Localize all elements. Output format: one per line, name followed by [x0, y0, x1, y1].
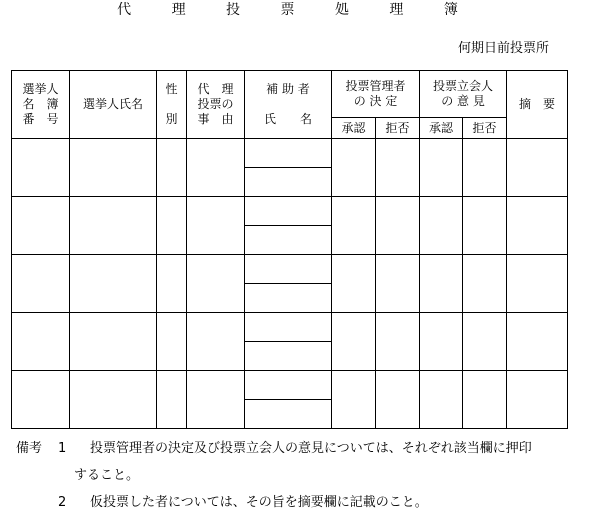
voter-name-cell[interactable] [70, 139, 157, 197]
voter-number-cell[interactable] [12, 197, 70, 255]
header-gender: 性 別 [157, 71, 187, 139]
remark-number: 1 [58, 441, 67, 456]
witness-approve-cell[interactable] [420, 313, 463, 371]
voter-name-cell[interactable] [70, 197, 157, 255]
assistant-name-bottom-cell[interactable] [245, 342, 332, 371]
witness-reject-cell[interactable] [463, 313, 507, 371]
gender-cell[interactable] [157, 313, 187, 371]
assistant-name-top-cell[interactable] [245, 313, 332, 342]
proxy-reason-cell[interactable] [187, 371, 245, 429]
header-summary: 摘 要 [507, 71, 568, 139]
header-manager-reject: 拒否 [376, 118, 420, 139]
summary-cell[interactable] [507, 371, 568, 429]
header-witness-approve: 承認 [420, 118, 463, 139]
manager-approve-cell[interactable] [332, 197, 376, 255]
voter-number-cell[interactable] [12, 139, 70, 197]
witness-reject-cell[interactable] [463, 371, 507, 429]
assistant-name-top-cell[interactable] [245, 197, 332, 226]
gender-cell[interactable] [157, 371, 187, 429]
voter-name-cell[interactable] [70, 371, 157, 429]
voter-number-cell[interactable] [12, 255, 70, 313]
manager-reject-cell[interactable] [376, 313, 420, 371]
table-row [12, 255, 568, 284]
remark-text: 仮投票した者については、その旨を摘要欄に記載のこと。 [90, 495, 428, 510]
assistant-name-bottom-cell[interactable] [245, 284, 332, 313]
summary-cell[interactable] [507, 139, 568, 197]
witness-approve-cell[interactable] [420, 255, 463, 313]
header-voter-number: 選挙人 名 簿 番 号 [12, 71, 70, 139]
assistant-name-top-cell[interactable] [245, 139, 332, 168]
header-proxy-reason: 代 理 投票の 事 由 [187, 71, 245, 139]
voter-number-cell[interactable] [12, 313, 70, 371]
summary-cell[interactable] [507, 313, 568, 371]
assistant-name-bottom-cell[interactable] [245, 168, 332, 197]
manager-approve-cell[interactable] [332, 313, 376, 371]
remark-text: 投票管理者の決定及び投票立会人の意見については、それぞれ該当欄に押印 [90, 441, 532, 456]
gender-cell[interactable] [157, 139, 187, 197]
proxy-reason-cell[interactable] [187, 197, 245, 255]
header-assistant-name: 補 助 者 氏 名 [245, 71, 332, 139]
table-row [12, 371, 568, 400]
witness-reject-cell[interactable] [463, 139, 507, 197]
page-title: 代 理 投 票 処 理 簿 [117, 2, 476, 18]
proxy-vote-table [11, 70, 568, 429]
witness-approve-cell[interactable] [420, 139, 463, 197]
remarks-section [16, 440, 586, 521]
witness-reject-cell[interactable] [463, 255, 507, 313]
header-witness-opinion: 投票立会人 の 意 見 [420, 71, 507, 118]
polling-station-label: 何期日前投票所 [457, 41, 549, 56]
assistant-name-top-cell[interactable] [245, 255, 332, 284]
header-voter-name: 選挙人氏名 [70, 71, 157, 139]
header-witness-reject: 拒否 [463, 118, 507, 139]
manager-approve-cell[interactable] [332, 255, 376, 313]
remark-continuation: すること。 [74, 468, 140, 483]
gender-cell[interactable] [157, 255, 187, 313]
manager-approve-cell[interactable] [332, 139, 376, 197]
header-manager-decision: 投票管理者 の 決 定 [332, 71, 420, 118]
assistant-name-bottom-cell[interactable] [245, 400, 332, 429]
proxy-reason-cell[interactable] [187, 255, 245, 313]
remark-number: 2 [58, 495, 67, 510]
witness-approve-cell[interactable] [420, 197, 463, 255]
table-row [12, 139, 568, 168]
manager-reject-cell[interactable] [376, 139, 420, 197]
voter-number-cell[interactable] [12, 371, 70, 429]
remarks-heading: 備考 [16, 441, 43, 456]
voter-name-cell[interactable] [70, 255, 157, 313]
assistant-name-top-cell[interactable] [245, 371, 332, 400]
proxy-reason-cell[interactable] [187, 139, 245, 197]
assistant-name-bottom-cell[interactable] [245, 226, 332, 255]
summary-cell[interactable] [507, 197, 568, 255]
manager-reject-cell[interactable] [376, 197, 420, 255]
witness-approve-cell[interactable] [420, 371, 463, 429]
table-row [12, 313, 568, 342]
witness-reject-cell[interactable] [463, 197, 507, 255]
manager-reject-cell[interactable] [376, 255, 420, 313]
proxy-reason-cell[interactable] [187, 313, 245, 371]
table-row [12, 197, 568, 226]
header-manager-approve: 承認 [332, 118, 376, 139]
summary-cell[interactable] [507, 255, 568, 313]
manager-reject-cell[interactable] [376, 371, 420, 429]
manager-approve-cell[interactable] [332, 371, 376, 429]
voter-name-cell[interactable] [70, 313, 157, 371]
gender-cell[interactable] [157, 197, 187, 255]
